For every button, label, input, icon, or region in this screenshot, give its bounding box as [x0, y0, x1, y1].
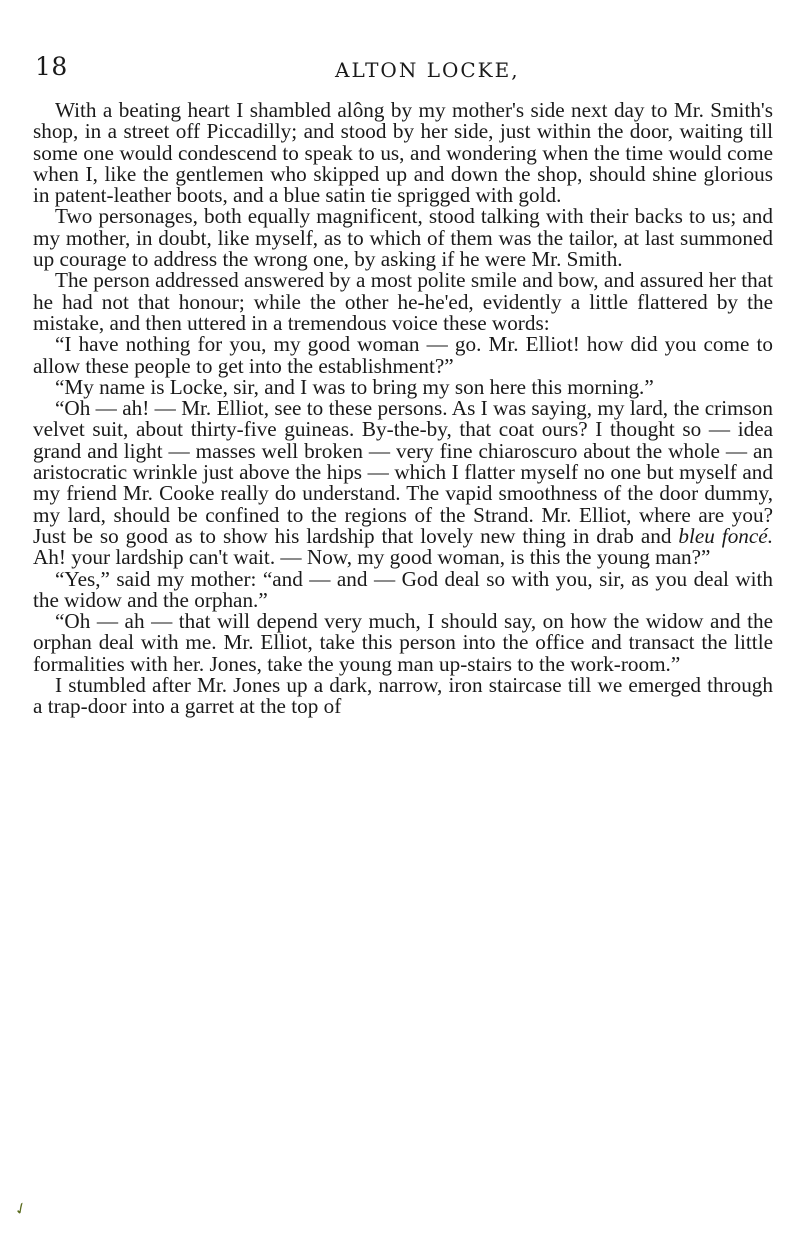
pencil-mark-icon: ✓ — [10, 1197, 31, 1220]
paragraph: “I have nothing for you, my good woman — go. Mr. Elliot! how did you come to allow these people to get into the establishment?” — [33, 332, 773, 378]
paragraph: I stumbled after Mr. Jones up a dark, narrow, iron staircase till we emerged through a trap-door into a garret at the top of — [33, 673, 773, 719]
paragraph: “My name is Locke, sir, and I was to bring my son here this morning.” — [55, 374, 654, 399]
paragraph: Two personages, both equally magnificent, stood talking with their backs to us; and my mother, in doubt, like myself, as to which of them was the tailor, at last summoned up courage to address the wrong one, by asking if he were Mr. Smith. — [33, 204, 773, 272]
paragraph: With a beating heart I shambled alông by my mother's side next day to Mr. Smith's shop, in a street off Piccadilly; and stood by her side, just within the door, waiting till some one would condescend to speak to us, and wondering when the time would come when I, like the gentlemen who skipped up and down the shop, should shine glorious in patent-leather boots, and a blue satin tie sprigged with gold. — [33, 98, 773, 208]
paragraph: “Oh — ah — that will depend very much, I should say, on how the widow and the orphan deal with me. Mr. Elliot, take this person into the office and transact the little formalities with her. Jones, take the young man up-stairs to the work-room.” — [33, 609, 773, 676]
page-number: 18 — [35, 52, 68, 81]
paragraph: “Oh — ah! — Mr. Elliot, see to these persons. As I was saying, my lard, the crimson velvet suit, about thirty-five guineas. By-the-by, that coat ours? I thought so — idea grand and light — masses well broken — very fine chiaroscuro about the whole — an aristocratic wrinkle just above the hips — which I flatter myself no one but myself and my friend Mr. Cooke really do understand. The vapid smoothness of the door dummy, my lard, should be confined to the regions of the Strand. Mr. Elliot, where are you? Just be so good as to show his lardship that lovely new thing in drab and bleu foncé. Ah! your lardship can't wait. — Now, my good woman, is this the young man?” — [33, 396, 773, 570]
italic-phrase: bleu foncé. — [678, 523, 773, 548]
paragraph: “Yes,” said my mother: “and — and — God deal so with you, sir, as you deal with the widow and the orphan.” — [33, 566, 773, 612]
running-head: ALTON LOCKE, — [335, 58, 520, 82]
body-text — [33, 100, 773, 718]
paragraph: The person addressed answered by a most polite smile and bow, and assured her that he had not that honour; while the other he-he'ed, evidently a little flattered by the mistake, and then uttered in a tremendous voice these words: — [33, 268, 773, 335]
